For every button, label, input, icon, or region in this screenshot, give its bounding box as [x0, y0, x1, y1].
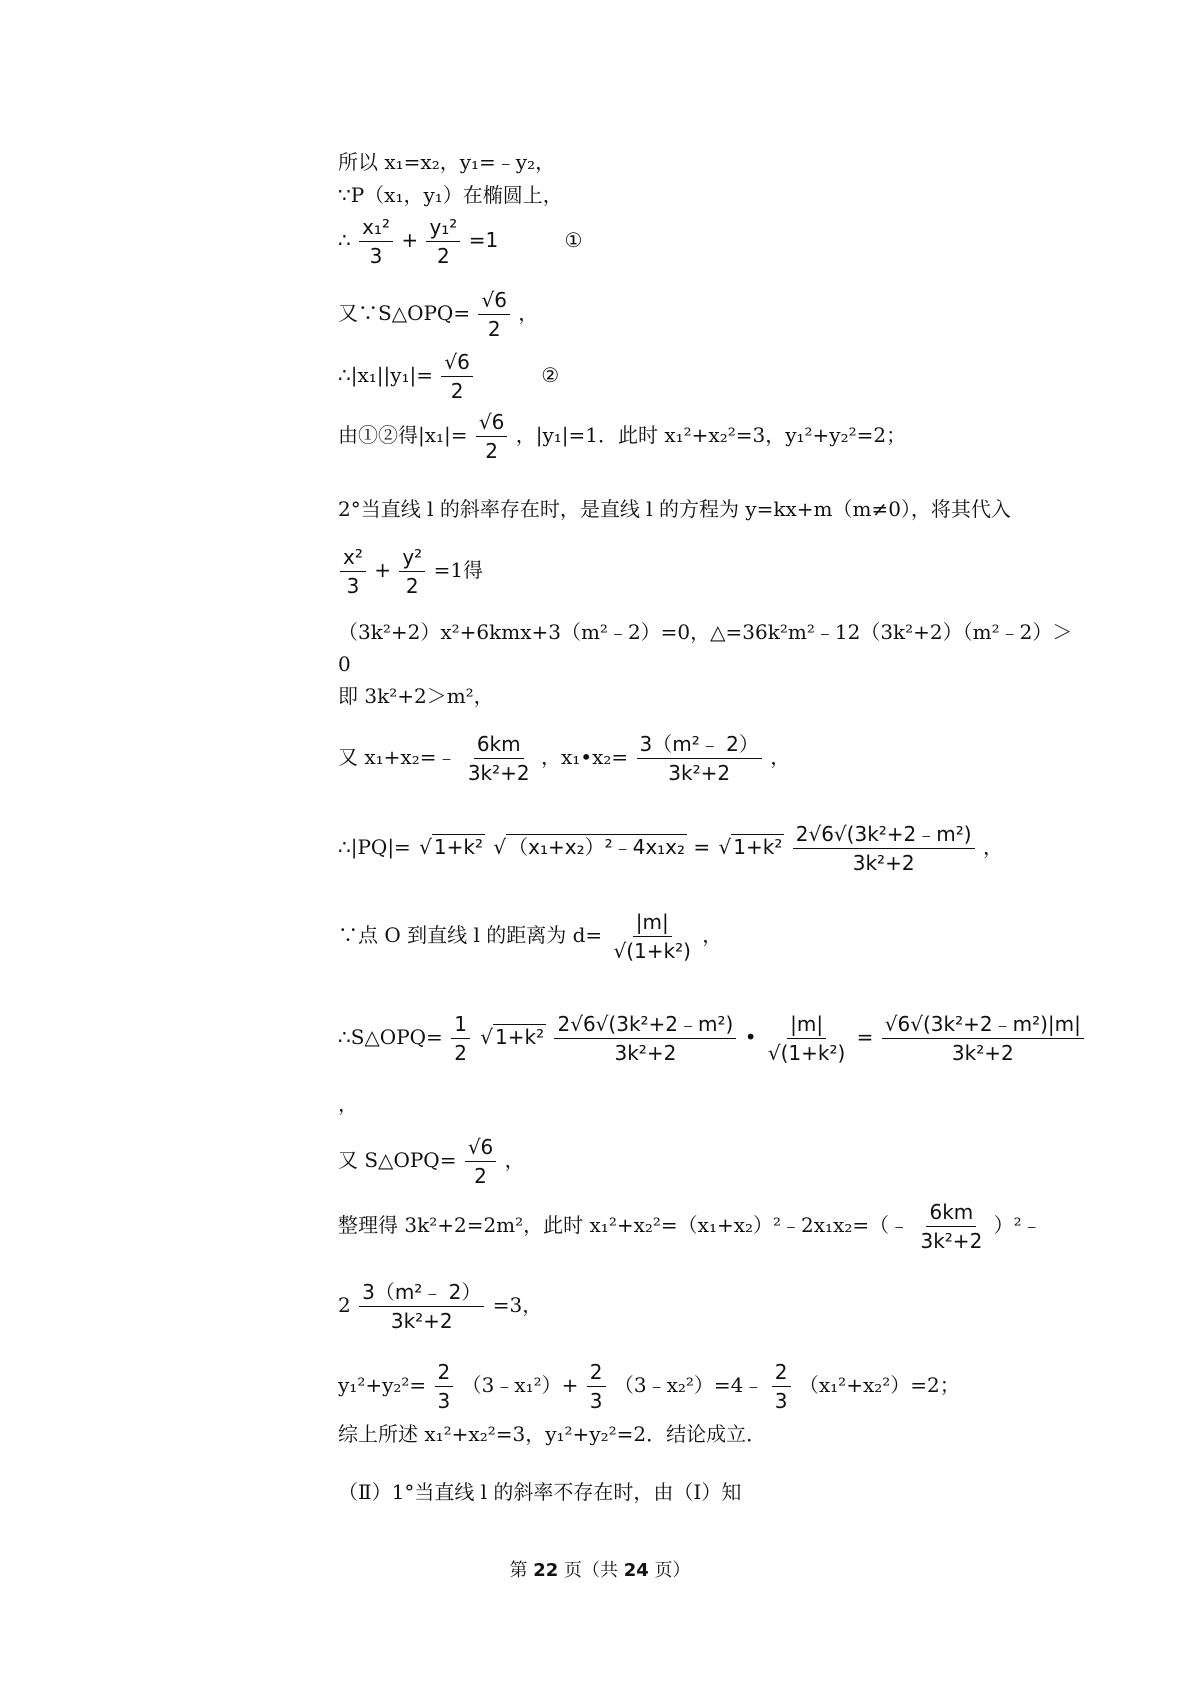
page-total: 24 [623, 1560, 649, 1581]
fraction: $\frac{\text{2√6√(3k²+2﹣m²)}}{\text{3k²+2}}$ [554, 1012, 736, 1065]
fraction: $\frac{√6}{2}$ [478, 288, 509, 341]
fraction: $\frac{6km}{\text{3k²+2}}$ [467, 732, 530, 785]
text-line: 0 [338, 652, 351, 676]
fraction: $\frac{|m|}{\text{√(1+k²)}}$ [613, 910, 691, 963]
fraction: $\frac{2}{3}$ [435, 1360, 454, 1413]
equation-line: $\frac{\text{x²}}{3}$ + $\frac{\text{y²}}{2}$ =1得 [338, 545, 483, 598]
page-footer: 第 22 页（共 24 页） [509, 1560, 691, 1581]
equation-line: 2 $\frac{\text{3（m²﹣ 2）}}{\text{3k²+2}}$ =3， [338, 1280, 543, 1333]
fraction: $\frac{\text{x²}}{3}$ [340, 545, 366, 598]
text: 所以 x₁=x₂，y₁=﹣y₂， [338, 150, 556, 174]
text: ∵P（x₁，y₁）在椭圆上， [338, 183, 563, 207]
equation-line: ∴ $\frac{\text{x₁²}}{3}$ + $\frac{\text{y₁²}}{2}$ =1 ① [338, 215, 583, 268]
sqrt-symbol: √ [480, 1025, 494, 1049]
fraction: $\frac{√6}{2}$ [441, 350, 472, 403]
fraction: $\frac{\text{3（m²﹣ 2）}}{\text{3k²+2}}$ [637, 732, 762, 785]
sqrt-symbol: √ [493, 835, 507, 859]
text-line: 综上所述 x₁²+x₂²=3，y₁²+y₂²=2．结论成立． [338, 1422, 767, 1446]
fraction: $\frac{\text{x₁²}}{3}$ [359, 215, 393, 268]
equation-line: 整理得 3k²+2=2m²，此时 x₁²+x₂²=（x₁+x₂）²﹣2x₁x₂=（﹣ $\frac{6km}{\text{3k²+2}}$ ）²﹣ [338, 1200, 1042, 1253]
page-number: 22 [533, 1560, 559, 1581]
equation-line: ∴|PQ|= √ 1+k² √ （x₁+x₂）²﹣4x₁x₂ = √ 1+k² $\frac{\text{2√6√(3k²+2﹣m²)}}{\text{3k²+2}}$ ， [338, 822, 1003, 875]
fraction: $\frac{1}{2}$ [451, 1012, 470, 1065]
equation-label: ① [564, 228, 583, 252]
text-line [338, 150, 555, 174]
equation-line: y₁²+y₂²= $\frac{2}{3}$ （3﹣x₁²）+ $\frac{2}{3}$ （3﹣x₂²）=4﹣ $\frac{2}{3}$ （x₁²+x₂²）=2； [338, 1360, 960, 1413]
equation-line: 又∵S△OPQ= $\frac{√6}{2}$ ， [338, 288, 539, 341]
text-line: 即 3k²+2＞m²， [338, 684, 494, 708]
equation-line: 由①②得|x₁|= $\frac{√6}{2}$ ，|y₁|=1．此时 x₁²+x₂²=3，y₁²+y₂²=2； [338, 410, 907, 463]
therefore-symbol: ∴ [338, 228, 351, 252]
fraction: $\frac{2}{3}$ [587, 1360, 606, 1413]
sqrt-symbol: √ [419, 835, 432, 859]
text-line: 2°当直线 l 的斜率存在时，是直线 l 的方程为 y=kx+m（m≠0），将其代入 [338, 497, 1011, 521]
fraction: $\frac{\text{y₁²}}{2}$ [426, 215, 460, 268]
fraction: $\frac{\text{y²}}{2}$ [399, 545, 425, 598]
equation-line: 又 x₁+x₂=﹣ $\frac{6km}{\text{3k²+2}}$ ，x₁•x₂= $\frac{\text{3（m²﹣ 2）}}{\text{3k²+2}}$ ， [338, 732, 791, 785]
equation-line: ∵点 O 到直线 l 的距离为 d= $\frac{|m|}{\text{√(1+k²)}}$ ， [338, 910, 723, 963]
text-line [338, 183, 563, 207]
fraction: $\frac{6km}{\text{3k²+2}}$ [920, 1200, 983, 1253]
fraction: $\frac{2}{3}$ [772, 1360, 791, 1413]
text-line: （Ⅱ）1°当直线 l 的斜率不存在时，由（Ⅰ）知 [338, 1480, 742, 1504]
equation-line: 又 S△OPQ= $\frac{√6}{2}$ ， [338, 1135, 525, 1188]
equation-label: ② [541, 363, 560, 387]
fraction: $\frac{√6}{2}$ [465, 1135, 496, 1188]
fraction: $\frac{\text{3（m²﹣ 2）}}{\text{3k²+2}}$ [359, 1280, 484, 1333]
sqrt-symbol: √ [718, 835, 732, 859]
equation-line: ∴S△OPQ= $\frac{1}{2}$ √ 1+k² $\frac{\text{2√6√(3k²+2﹣m²)}}{\text{3k²+2}}$ • $\frac{|m|}{\text{√(1+k²)}}$ = $\frac{\text{√6√(3k²+2﹣m²)|m|}}{\text{3k²+2}}$ [338, 1012, 1086, 1065]
text-line: ， [338, 1092, 358, 1116]
text-line: （3k²+2）x²+6kmx+3（m²﹣2）=0，△=36k²m²﹣12（3k²+2）（m²﹣2）＞ [338, 620, 1073, 644]
fraction: $\frac{√6}{2}$ [476, 410, 507, 463]
fraction: $\frac{\text{√6√(3k²+2﹣m²)|m|}}{\text{3k²+2}}$ [882, 1012, 1084, 1065]
fraction: $\frac{\text{2√6√(3k²+2﹣m²)}}{\text{3k²+2}}$ [793, 822, 975, 875]
equation-line: ∴|x₁||y₁|= $\frac{√6}{2}$ ② [338, 350, 560, 403]
fraction: $\frac{|m|}{\text{√(1+k²)}}$ [767, 1012, 846, 1065]
